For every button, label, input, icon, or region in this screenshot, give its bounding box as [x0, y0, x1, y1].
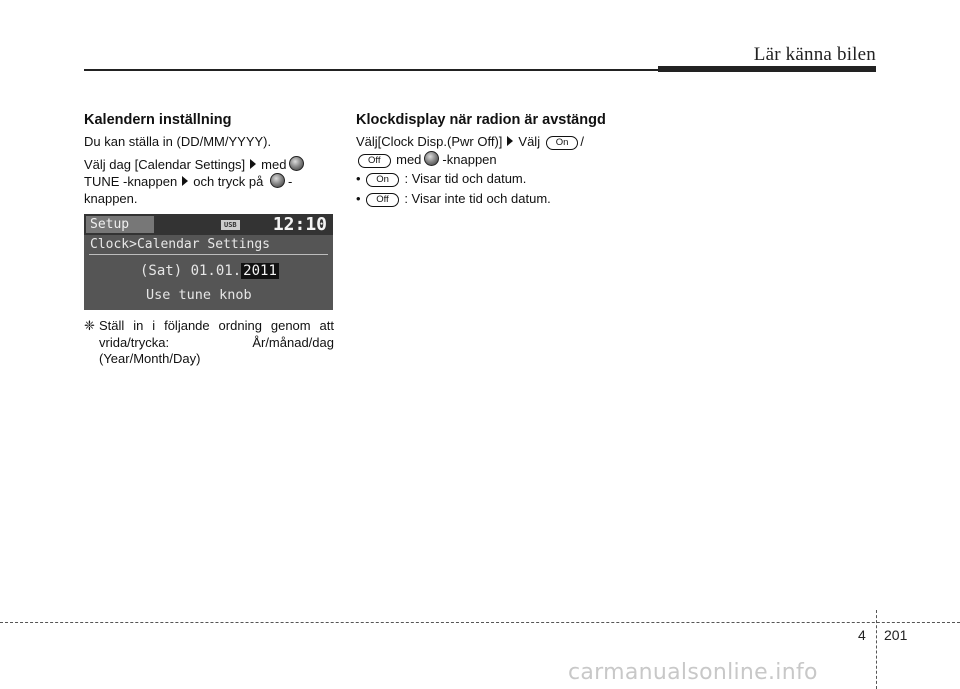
tune-knob-icon: [289, 156, 304, 171]
instr-text: -: [287, 174, 293, 189]
footer-rule: [0, 622, 960, 623]
display-date-day: (Sat) 01.01.: [140, 263, 242, 279]
calendar-section: [84, 112, 334, 368]
header-rule-accent: [658, 66, 876, 72]
clock-display-instructions: [356, 134, 636, 168]
calendar-instructions: [84, 156, 334, 208]
instr-text: Välj: [518, 134, 541, 149]
bullet: •: [356, 171, 361, 186]
off-option-text: : Visar inte tid och datum.: [404, 190, 551, 206]
display-clock: 12:10: [272, 214, 327, 235]
instr-text: och tryck på: [193, 174, 264, 189]
header-title: Lär känna bilen: [753, 44, 876, 65]
format-text: Du kan ställa in (DD/MM/YYYY).: [84, 134, 272, 149]
instr-text: -knappen: [442, 151, 497, 167]
footer-divider: [876, 610, 877, 689]
clock-display-heading: Klockdisplay när radion är avstängd: [356, 112, 606, 128]
arrow-right-icon: [250, 159, 256, 169]
page-number: 201: [884, 627, 908, 643]
usb-icon: USB: [221, 220, 240, 230]
tune-knob-icon: [270, 173, 285, 188]
off-button-icon: Off: [358, 154, 391, 168]
arrow-right-icon: [507, 136, 513, 146]
on-option-text: : Visar tid och datum.: [404, 171, 527, 186]
on-option: [356, 171, 636, 188]
chapter-number: 4: [858, 627, 866, 643]
display-divider: [89, 254, 328, 255]
clock-display-section: [356, 112, 636, 212]
bullet: •: [356, 190, 361, 206]
tune-knob-icon: [424, 151, 439, 166]
note-symbol: ❈: [84, 318, 95, 333]
calendar-note: [84, 318, 334, 368]
instr-text: med: [396, 151, 422, 167]
display-date-year: 2011: [243, 263, 277, 279]
note-text: Ställ in i följande ordning genom att vrida/trycka: År/månad/dag (Year/Month/Day): [99, 318, 334, 366]
off-button-icon: Off: [366, 193, 399, 207]
watermark: carmanualsonline.info: [568, 660, 818, 685]
display-hint: Use tune knob: [146, 287, 252, 303]
display-setup-tab: Setup: [86, 216, 154, 233]
display-breadcrumb: Clock>Calendar Settings: [90, 237, 271, 252]
instr-text: knappen.: [84, 190, 138, 206]
instr-text: Välj dag [Calendar Settings]: [84, 156, 246, 172]
calendar-heading: Kalendern inställning: [84, 112, 232, 128]
display-date: [140, 262, 279, 280]
off-option: [356, 191, 636, 208]
instr-text: Välj[Clock Disp.(Pwr Off)]: [356, 134, 503, 149]
on-button-icon: On: [366, 173, 399, 187]
arrow-right-icon: [182, 176, 188, 186]
instr-text: med: [261, 156, 287, 172]
on-button-icon: On: [546, 136, 579, 150]
calendar-settings-display: [84, 214, 333, 310]
instr-text: /: [580, 134, 585, 149]
instr-text: TUNE -knappen: [84, 174, 178, 189]
